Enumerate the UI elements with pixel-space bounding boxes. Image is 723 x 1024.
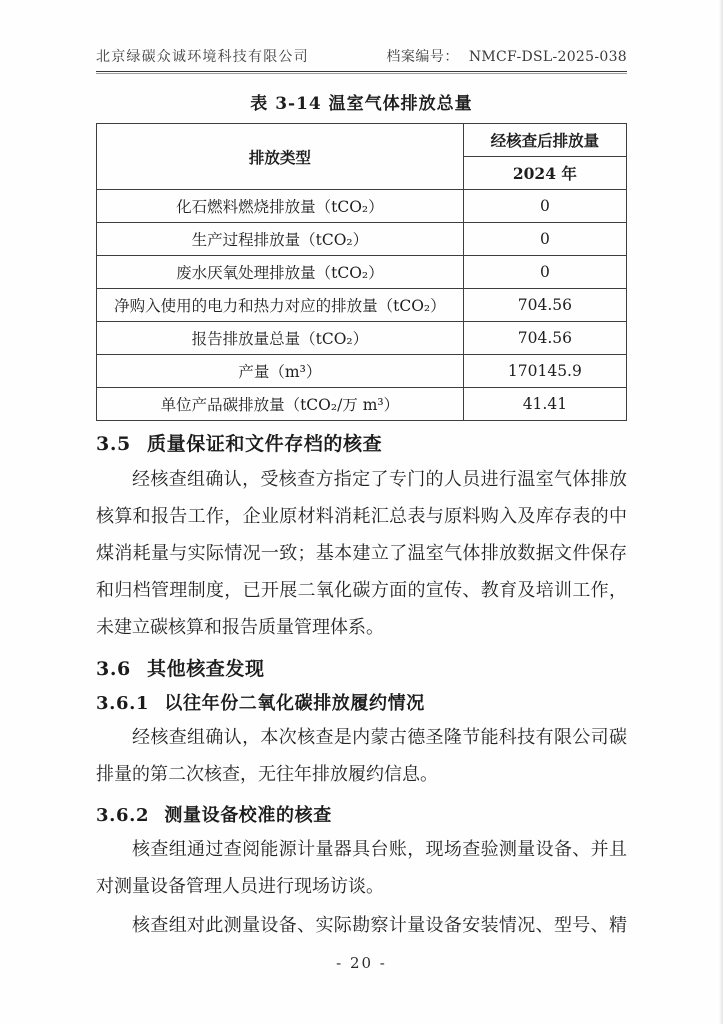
row-value: 704.56 [463,322,626,355]
column-header-year: 2024 年 [463,157,626,190]
table-row [97,223,627,256]
section-heading-3-6-2 [96,801,627,827]
section-title: 测量设备校准的核查 [164,805,332,826]
table-row [97,388,627,421]
section-3-6-2-paragraph-2: 核查组对此测量设备、实际勘察计量设备安装情况、型号、精 [132,915,627,936]
file-number-value: NMCF-DSL-2025-038 [468,49,627,65]
row-label: 化石燃料燃烧排放量（tCO₂） [97,190,464,223]
section-heading-3-5 [96,429,627,456]
section-3-6-1-paragraph: 经核查组确认，本次核查是内蒙古德圣隆节能科技有限公司碳排量的第二次核查，无往年排放履约信息。 [96,727,627,785]
header-divider [96,71,627,74]
table-caption: 表 3-14 温室气体排放总量 [250,94,473,114]
table-header-row [97,124,627,157]
running-header [96,46,627,66]
section-heading-3-6 [96,654,627,681]
row-value: 0 [463,190,626,223]
row-value: 41.41 [463,388,626,421]
section-number: 3.5 [96,433,131,455]
row-label: 产量（m³） [97,355,464,388]
column-header-emission-type: 排放类型 [97,124,464,190]
company-name: 北京绿碳众诚环境科技有限公司 [96,49,309,65]
section-heading-3-6-1 [96,689,627,715]
section-3-6-2-paragraph-1: 核查组通过查阅能源计量器具台账，现场查验测量设备、并且对测量设备管理人员进行现场访谈。 [96,839,627,897]
section-number: 3.6.2 [96,805,150,826]
section-title: 其他核查发现 [147,658,265,680]
row-label: 生产过程排放量（tCO₂） [97,223,464,256]
table-row [97,322,627,355]
row-value: 0 [463,223,626,256]
table-row [97,190,627,223]
row-value: 0 [463,256,626,289]
emissions-table [96,123,627,421]
table-row [97,256,627,289]
file-number-label: 档案编号： [386,49,459,65]
table-row [97,355,627,388]
row-label: 报告排放量总量（tCO₂） [97,322,464,355]
table-row [97,289,627,322]
column-header-verified-emissions: 经核查后排放量 [463,124,626,157]
page-number: - 20 - [336,954,387,972]
row-value: 170145.9 [463,355,626,388]
row-label: 净购入使用的电力和热力对应的排放量（tCO₂） [97,289,464,322]
file-number-group [386,46,627,66]
row-label: 废水厌氧处理排放量（tCO₂） [97,256,464,289]
section-number: 3.6 [96,658,131,680]
section-title: 以往年份二氧化碳排放履约情况 [164,693,425,714]
row-label: 单位产品碳排放量（tCO₂/万 m³） [97,388,464,421]
section-title: 质量保证和文件存档的核查 [147,433,383,455]
section-3-5-paragraph: 经核查组确认，受核查方指定了专门的人员进行温室气体排放核算和报告工作，企业原材料消耗汇总表与原料购入及库存表的中煤消耗量与实际情况一致；基本建立了温室气体排放数据文件保存和归档管理制度，已开展二氧化碳方面的宣传、教育及培训工作，未建立碳核算和报告质量管理体系。 [96,469,627,638]
section-number: 3.6.1 [96,693,150,714]
row-value: 704.56 [463,289,626,322]
